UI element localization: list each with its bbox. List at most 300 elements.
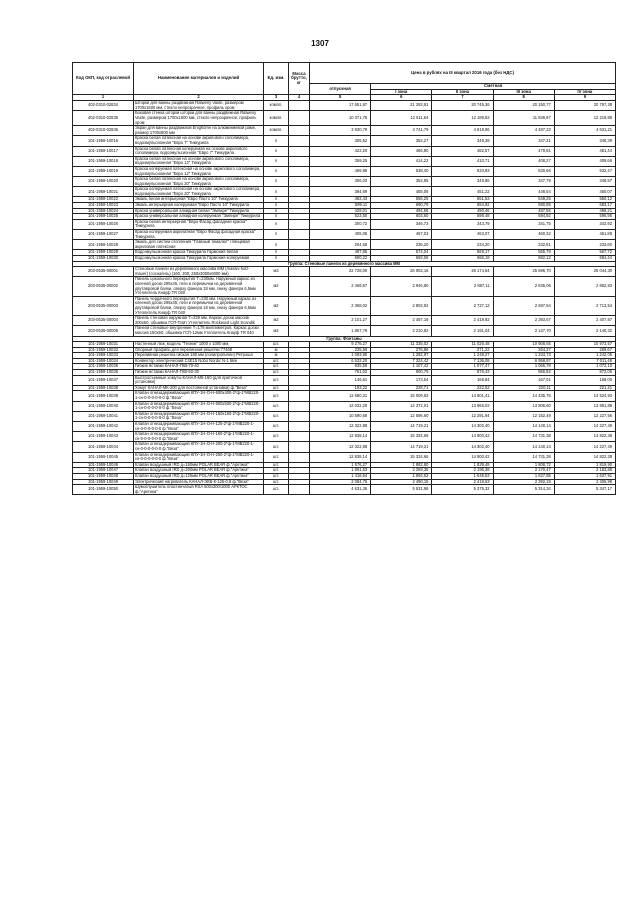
zone-4-price: 14 227,49 [554, 422, 615, 432]
item-code: 101-1959-10041 [73, 411, 134, 421]
item-name: Краска белая интерьерная "Евро Фасад фасадная краска" Тиккурила [134, 219, 264, 229]
item-unit: шт. [264, 479, 289, 485]
item-unit: компл. [264, 111, 289, 126]
item-unit: л [264, 187, 289, 197]
item-unit: л [264, 177, 289, 187]
zone-1-price: 690,78 [371, 203, 432, 209]
release-price: 6 532,20 [310, 358, 371, 364]
zone-1-price: 414,22 [371, 156, 432, 166]
item-mass [289, 411, 310, 421]
zone-3-price: 347,79 [493, 177, 554, 187]
column-number: 9 [554, 95, 615, 101]
zone-3-price: 4 487,23 [493, 126, 554, 136]
item-unit: шт. [264, 370, 289, 376]
item-name: Клапан огнезадерживающий КПУ-1Н-О-Н-125-2*ф-1*МВ220-1-сн-0-0-0-0-0-0 ф."Веза" [134, 422, 264, 432]
item-unit: м [264, 347, 289, 353]
item-code: 101-1959-10023 [73, 203, 134, 209]
zone-2-price: 271,22 [432, 347, 493, 353]
release-price: 428,01 [310, 208, 371, 214]
release-price: 2 368,02 [310, 296, 371, 315]
zone-4-price: 2 140,32 [554, 326, 615, 336]
zone-4-price: 10 973,57 [554, 342, 615, 348]
zone-1-price: 26 902,16 [371, 267, 432, 277]
item-name: Краска белая латексная на основе акрилового сополимера, водоэмульсионная "Евро 20" Тиккурила [134, 177, 264, 187]
zone-3-price: 1 808,72 [493, 462, 554, 468]
item-name: Эмаль белая интерьерная "Евро Пасто 10" Тиккурила [134, 197, 264, 203]
table-row [73, 267, 616, 277]
zone-1-price: 352,85 [371, 177, 432, 187]
zone-2-price: 569,17 [432, 250, 493, 256]
item-unit: л [264, 136, 289, 146]
zone-2-price: 2 419,92 [432, 316, 493, 326]
zone-2-price: 2 151,04 [432, 326, 493, 336]
zone-2-price: 12 291,94 [432, 411, 493, 421]
zone-4-price: 450,07 [554, 187, 615, 197]
release-price: 9 276,27 [310, 342, 371, 348]
release-price: 193,22 [310, 385, 371, 391]
table-row [73, 422, 616, 432]
item-name: Гибкие вставки КАНАЛ-ГКВ-70-40 [134, 364, 264, 370]
item-mass [289, 146, 310, 156]
item-mass [289, 485, 310, 495]
zone-3-price: 479,81 [493, 146, 554, 156]
item-code: 101-1959-10024 [73, 208, 134, 214]
zone-1-price: 346,73 [371, 219, 432, 229]
item-name: Краска колеруемая латексная на основе акрилового сополимера, водоэмульсионная "Евро 20" Тиккурила [134, 187, 264, 197]
zone-4-price: 14 524,93 [554, 391, 615, 401]
zone-2-price: 1 248,27 [432, 353, 493, 359]
zone-3-price: 1 234,73 [493, 353, 554, 359]
item-unit: шт. [264, 401, 289, 411]
item-name: Водоэмульсионная краска Тиккурила Гармония белая [134, 250, 264, 256]
table-row [73, 485, 616, 495]
item-name: Краска колеруемая акрилатная "Евро Фасад фасадная краска" Тиккурила [134, 230, 264, 240]
table-row [73, 136, 616, 146]
item-name: Экран для ванны раздвижной Enighome на алюминиевой раме, размер 1700х500 мм [134, 126, 264, 136]
item-unit: шт. [264, 485, 289, 495]
zone-4-price: 2 407,87 [554, 316, 615, 326]
zone-4-price: 5 347,17 [554, 485, 615, 495]
zone-3-price: 2 393,67 [493, 316, 554, 326]
header-zone-2: II зона [432, 89, 493, 95]
release-price: 405,05 [310, 230, 371, 240]
release-price: 12 680,31 [310, 391, 371, 401]
release-price: 300,72 [310, 219, 371, 229]
group-title: Группа: Фонтаны [73, 336, 616, 342]
zone-2-price: 14 900,42 [432, 432, 493, 442]
item-mass [289, 432, 310, 442]
item-code: 101-1959-10042 [73, 422, 134, 432]
item-unit: л [264, 256, 289, 262]
item-unit: шт. [264, 358, 289, 364]
item-name: Краска универсальная алкидная колеруемая "Эмпире" Тиккурила [134, 214, 264, 220]
release-price: 10 371,75 [310, 111, 371, 126]
zone-2-price: 1 646,53 [432, 473, 493, 479]
item-name: Клапан огнезадерживающий КПУ-1Н-О-Н-200-2*ф-1*МВ220-1-сн-0-0-0-0-0-0 ф."Веза" [134, 442, 264, 452]
release-price: 935,59 [310, 364, 371, 370]
zone-3-price: 680,85 [493, 203, 554, 209]
item-code: 101-1959-10046 [73, 462, 134, 468]
zone-4-price: 2 183,88 [554, 468, 615, 474]
zone-1-price: 494,68 [371, 208, 432, 214]
zone-1-price: 467,03 [371, 230, 432, 240]
item-code: 402-0310-02836 [73, 126, 134, 136]
release-price: 146,61 [310, 375, 371, 385]
zone-4-price: 4 631,21 [554, 126, 615, 136]
item-name: Быстросъемные хомуты КАНАЛ-МК-160 (для приточной установки) [134, 375, 264, 385]
header-zone-1: I зона [371, 89, 432, 95]
item-name: Переливная решетка гибкая 180 мм (полипропилен) Ретроша [134, 353, 264, 359]
zone-3-price: 11 839,97 [493, 111, 554, 126]
zone-2-price: 686,19 [432, 256, 493, 262]
zone-4-price: 14 822,38 [554, 432, 615, 442]
header-unit: Ед. изм. [264, 63, 289, 95]
zone-1-price: 15 009,93 [371, 391, 432, 401]
group-title: Группа: Стеновые панели из деревянного массива ММ [73, 261, 616, 267]
zone-4-price: 1 072,10 [554, 364, 615, 370]
table-row [73, 442, 616, 452]
item-mass [289, 401, 310, 411]
item-code: 101-1959-10018 [73, 156, 134, 166]
zone-1-price: 1 107,42 [371, 364, 432, 370]
item-unit: шт. [264, 468, 289, 474]
item-unit: л [264, 203, 289, 209]
zone-2-price: 222,52 [432, 385, 493, 391]
item-mass [289, 136, 310, 146]
release-price: 1 083,90 [310, 353, 371, 359]
item-code: 101-1959-10036 [73, 370, 134, 376]
column-number: 1 [73, 95, 134, 101]
item-name: Клапан воздушный IRD д=160мм POLAR BEAR ф."Арктика" [134, 462, 264, 468]
item-code: 101-1959-10032 [73, 347, 134, 353]
zone-1-price: 276,86 [371, 347, 432, 353]
release-price: 523,50 [310, 214, 371, 220]
header-zone-3: III зона [493, 89, 554, 95]
item-code: 101-1959-10025 [73, 214, 134, 220]
zone-4-price: 20 797,38 [554, 101, 615, 111]
release-price: 394,69 [310, 187, 371, 197]
zone-4-price: 269,67 [554, 347, 615, 353]
item-code: 101-1959-10022 [73, 197, 134, 203]
table-row [73, 101, 616, 111]
item-code: 203-0535-00004 [73, 316, 134, 326]
zone-3-price: 565,79 [493, 250, 554, 256]
table-row [73, 432, 616, 442]
zone-2-price: 14 601,41 [432, 391, 493, 401]
table-row [73, 240, 616, 250]
zone-2-price: 533,83 [432, 166, 493, 176]
item-mass [289, 375, 310, 385]
zone-3-price: 1 065,78 [493, 364, 554, 370]
zone-2-price: 13 965,02 [432, 401, 493, 411]
release-price: 466,95 [310, 166, 371, 176]
zone-3-price: 460,32 [493, 230, 554, 240]
zone-3-price: 220,11 [493, 385, 554, 391]
release-price: 2 469,57 [310, 277, 371, 296]
zone-2-price: 684,92 [432, 203, 493, 209]
item-code: 402-0310-02835 [73, 111, 134, 126]
item-unit: шт. [264, 432, 289, 442]
item-name: Клапан воздушный IRD д=125мм POLAR BEAR ф."Арктика" [134, 473, 264, 479]
item-name: Боковая стенка шторки шторки для ванны раздвижная Ratweny Vaste, размером 1700х1500 мм, стекло непрозрачное, профиль хром [134, 111, 264, 126]
table-row [73, 277, 616, 296]
item-code: 101-1959-10039 [73, 391, 134, 401]
zone-1-price: 12 511,64 [371, 111, 432, 126]
zone-4-price: 221,41 [554, 385, 615, 391]
zone-2-price: 7 136,08 [432, 358, 493, 364]
item-unit: шт. [264, 422, 289, 432]
zone-2-price: 876,43 [432, 370, 493, 376]
release-price: 12 322,88 [310, 442, 371, 452]
release-price: 12 032,20 [310, 401, 371, 411]
release-price: 497,86 [310, 250, 371, 256]
item-name: Краска колеруемая латексная на основе акрилового сополимера, водоэмульсионная "Евро 12" Тиккурила [134, 166, 264, 176]
item-name: Клапан огнезадерживающий КПУ-1Н-О-Н-160-2*ф-1*МВ220-1-сн-0-0-0-0-0-0 ф."Веза" [134, 432, 264, 442]
column-number: 6 [371, 95, 432, 101]
item-name: Панель чердачного перекрытия Т=230 мм. Наружный каркас из клееной доски 295х45, пеги и перемычки из деревянной двутавровой балки, сверху фанера 18 мм, снизу фанера 6,5мм Утеплитель Кнауф ТR 040 [134, 296, 264, 315]
item-mass [289, 240, 310, 250]
zone-3-price: 167,01 [493, 375, 554, 385]
release-price: 359,25 [310, 156, 371, 166]
zone-2-price: 2 887,11 [432, 277, 493, 296]
zone-1-price: 4 741,79 [371, 126, 432, 136]
item-unit: м2 [264, 296, 289, 315]
item-unit: м3 [264, 267, 289, 277]
table-row [73, 401, 616, 411]
item-code: 101-1959-10034 [73, 358, 134, 364]
zone-3-price: 20 150,77 [493, 101, 554, 111]
item-unit: м2 [264, 277, 289, 296]
item-unit: л [264, 250, 289, 256]
item-mass [289, 177, 310, 187]
zone-2-price: 349,38 [432, 136, 493, 146]
zone-4-price: 872,06 [554, 370, 615, 376]
zone-1-price: 228,71 [371, 385, 432, 391]
zone-3-price: 1 627,85 [493, 473, 554, 479]
zone-1-price: 1 694,52 [371, 473, 432, 479]
zone-2-price: 26 174,64 [432, 267, 493, 277]
item-name: Хомут КАНАЛ-МК-200 для постоянной установки) ф."Веза" [134, 385, 264, 391]
item-code: 203-0535-00005 [73, 326, 134, 336]
zone-4-price: 409,66 [554, 156, 615, 166]
table-body [73, 101, 616, 495]
item-code: 101-1959-10020 [73, 177, 134, 187]
zone-4-price: 13 891,88 [554, 401, 615, 411]
item-code: 101-1959-10044 [73, 442, 134, 452]
table-row [73, 326, 616, 336]
item-name: Клапан огнезадерживающий КПУ-1Н-О-Н-500х500-2*ф-1*МВ220-1-сн-0-0-0-0-0-0 ф."Веза" [134, 401, 264, 411]
table-row [73, 296, 616, 315]
table-row [73, 187, 616, 197]
release-price: 17 651,97 [310, 101, 371, 111]
table-row [73, 126, 616, 136]
item-code: 101-1959-10048 [73, 473, 134, 479]
item-mass [289, 326, 310, 336]
zone-2-price: 2 419,63 [432, 479, 493, 485]
item-code: 101-1959-10027 [73, 230, 134, 240]
release-price: 10 590,68 [310, 411, 371, 421]
item-code: 101-1959-10017 [73, 146, 134, 156]
item-name: Электрический нагреватель КАНАЛ-ЭКВ-К-125-0,8 ф."Веза" [134, 479, 264, 485]
release-price: 12 838,14 [310, 432, 371, 442]
release-price: 204,66 [310, 240, 371, 250]
item-code: 101-1959-10049 [73, 479, 134, 485]
item-mass [289, 111, 310, 126]
item-code: 101-1959-10045 [73, 452, 134, 462]
item-unit: шт. [264, 462, 289, 468]
item-unit: л [264, 214, 289, 220]
item-code: 101-1959-10050 [73, 485, 134, 495]
zone-4-price: 1 637,91 [554, 473, 615, 479]
zone-4-price: 2 713,54 [554, 296, 615, 315]
item-code: 101-1959-10016 [73, 136, 134, 146]
zone-4-price: 596,95 [554, 214, 615, 220]
zone-1-price: 21 293,91 [371, 101, 432, 111]
item-mass [289, 187, 310, 197]
zone-3-price: 2 392,18 [493, 479, 554, 485]
release-price: 3 930,79 [310, 126, 371, 136]
zone-3-price: 347,21 [493, 136, 554, 146]
column-number: 7 [432, 95, 493, 101]
header-name: Наименование материалов и изделий [134, 63, 264, 95]
item-mass [289, 230, 310, 240]
table-row [73, 230, 616, 240]
zone-1-price: 15 334,66 [371, 432, 432, 442]
zone-3-price: 408,27 [493, 156, 554, 166]
item-code: 203-0535-00001 [73, 267, 134, 277]
zone-2-price: 349,86 [432, 177, 493, 187]
release-price: 600,22 [310, 256, 371, 262]
release-price: 12 322,88 [310, 422, 371, 432]
item-mass [289, 316, 310, 326]
item-code: 101-1959-10030 [73, 256, 134, 262]
table-row [73, 219, 616, 229]
zone-4-price: 461,88 [554, 230, 615, 240]
release-price: 1 891,53 [310, 468, 371, 474]
item-unit: л [264, 156, 289, 166]
item-mass [289, 101, 310, 111]
price-table [72, 62, 616, 495]
item-unit: шт. [264, 391, 289, 401]
item-name: Краска белая латексная на основе акрилового сополимера, водоэмульсионная "Евро 7" Тиккурила [134, 136, 264, 146]
zone-3-price: 6 958,97 [493, 358, 554, 364]
zone-4-price: 2 852,83 [554, 277, 615, 296]
zone-2-price: 1 829,48 [432, 462, 493, 468]
item-code: 203-0535-00003 [73, 296, 134, 315]
item-name: Шторки для ванны раздвижная Ratweny Vaste, размером 1700х1500 мм, стекло непрозрачное, профиль хром [134, 101, 264, 111]
item-unit: шт. [264, 342, 289, 348]
zone-4-price: 233,60 [554, 240, 615, 250]
header-release: отпускная [310, 84, 371, 95]
zone-4-price: 2 406,98 [554, 479, 615, 485]
item-unit: шт. [264, 385, 289, 391]
zone-1-price: 14 372,01 [371, 401, 432, 411]
column-number: 5 [310, 95, 371, 101]
zone-4-price: 1 242,05 [554, 353, 615, 359]
item-name: Панели стеновые внутренние Т=178 миллиметров. Каркас доски массив 150х50, обшивка ГСП-12мм Утеплитель Кнауф TR 040 [134, 326, 264, 336]
zone-3-price: 13 806,60 [493, 401, 554, 411]
zone-4-price: 26 044,30 [554, 267, 615, 277]
zone-2-price: 1 077,47 [432, 364, 493, 370]
header-zone-4: IV зона [554, 89, 615, 95]
table-row [73, 146, 616, 156]
item-name: Панель стеновая наружная Т=229 мм. Каркас доски массив 200х50, обшивка ГСП-Плит Утеплитель Rockwool Light Scandik [134, 316, 264, 326]
zone-4-price: 7 011,48 [554, 358, 615, 364]
item-code: 101-1959-10028 [73, 240, 134, 250]
zone-2-price: 14 302,40 [432, 422, 493, 432]
release-price: 599,11 [310, 203, 371, 209]
zone-4-price: 14 822,38 [554, 452, 615, 462]
item-name: Краска универсальная алкидная белая "Эмпире" Тиккурила [134, 208, 264, 214]
release-price: 22 728,00 [310, 267, 371, 277]
item-mass [289, 452, 310, 462]
column-number: 3 [264, 95, 289, 101]
zone-2-price: 551,53 [432, 197, 493, 203]
zone-1-price: 556,25 [371, 197, 432, 203]
zone-2-price: 451,22 [432, 187, 493, 197]
item-code: 402-0310-02834 [73, 101, 134, 111]
zone-3-price: 530,66 [493, 166, 554, 176]
release-price: 482,43 [310, 197, 371, 203]
zone-2-price: 490,46 [432, 208, 493, 214]
release-price: 235,59 [310, 347, 371, 353]
zone-1-price: 173,54 [371, 375, 432, 385]
zone-1-price: 538,40 [371, 166, 432, 176]
column-number: 2 [134, 95, 264, 101]
zone-2-price: 598,48 [432, 214, 493, 220]
item-mass [289, 277, 310, 296]
item-mass [289, 422, 310, 432]
item-name: Краска белая латексная на основе акрилового сополимера, водоэмульсионная "Евро 12" Тиккурила [134, 156, 264, 166]
zone-3-price: 14 140,14 [493, 442, 554, 452]
item-unit: м2 [264, 326, 289, 336]
table-row [73, 391, 616, 401]
zone-1-price: 15 334,66 [371, 452, 432, 462]
zone-4-price: 532,47 [554, 166, 615, 176]
item-unit: л [264, 197, 289, 203]
zone-3-price: 866,92 [493, 370, 554, 376]
zone-2-price: 482,57 [432, 146, 493, 156]
header-row-1 [73, 63, 616, 84]
item-name: Конвектор электрический С4Е15 Nobo Nordic N-1 5kw [134, 358, 264, 364]
zone-4-price: 342,92 [554, 219, 615, 229]
zone-2-price: 4 619,86 [432, 126, 493, 136]
zone-1-price: 2 259,35 [371, 468, 432, 474]
table-row [73, 452, 616, 462]
zone-1-price: 603,60 [371, 214, 432, 220]
item-unit: м [264, 353, 289, 359]
release-price: 761,02 [310, 370, 371, 376]
table-row [73, 316, 616, 326]
header-price-group: Цена в рублях на III квартал 2016 года (без НДС) [310, 63, 616, 84]
header-mass: Масса брутто, кг [289, 63, 310, 95]
zone-2-price: 410,71 [432, 156, 493, 166]
item-code: 101-1959-10033 [73, 353, 134, 359]
item-name: Шумоглушитель пластинчатый RSA 500х300/1000 АРКТОС ф."Арктика" [134, 485, 264, 495]
item-mass [289, 166, 310, 176]
item-code: 101-1959-10026 [73, 219, 134, 229]
release-price: 422,20 [310, 146, 371, 156]
zone-1-price: 12 596,60 [371, 411, 432, 421]
zone-4-price: 684,44 [554, 256, 615, 262]
release-price: 1 416,64 [310, 473, 371, 479]
zone-2-price: 5 375,32 [432, 485, 493, 495]
zone-4-price: 14 227,49 [554, 442, 615, 452]
item-name: Клапан огнезадерживающий КПУ-1Н-О-Н-150х150-2*ф-1*МВ220-1-сн-0-0-0-0-0-0 ф."Веза" [134, 411, 264, 421]
zone-1-price: 486,80 [371, 146, 432, 156]
zone-4-price: 348,39 [554, 136, 615, 146]
item-code: 101-1959-10040 [73, 401, 134, 411]
